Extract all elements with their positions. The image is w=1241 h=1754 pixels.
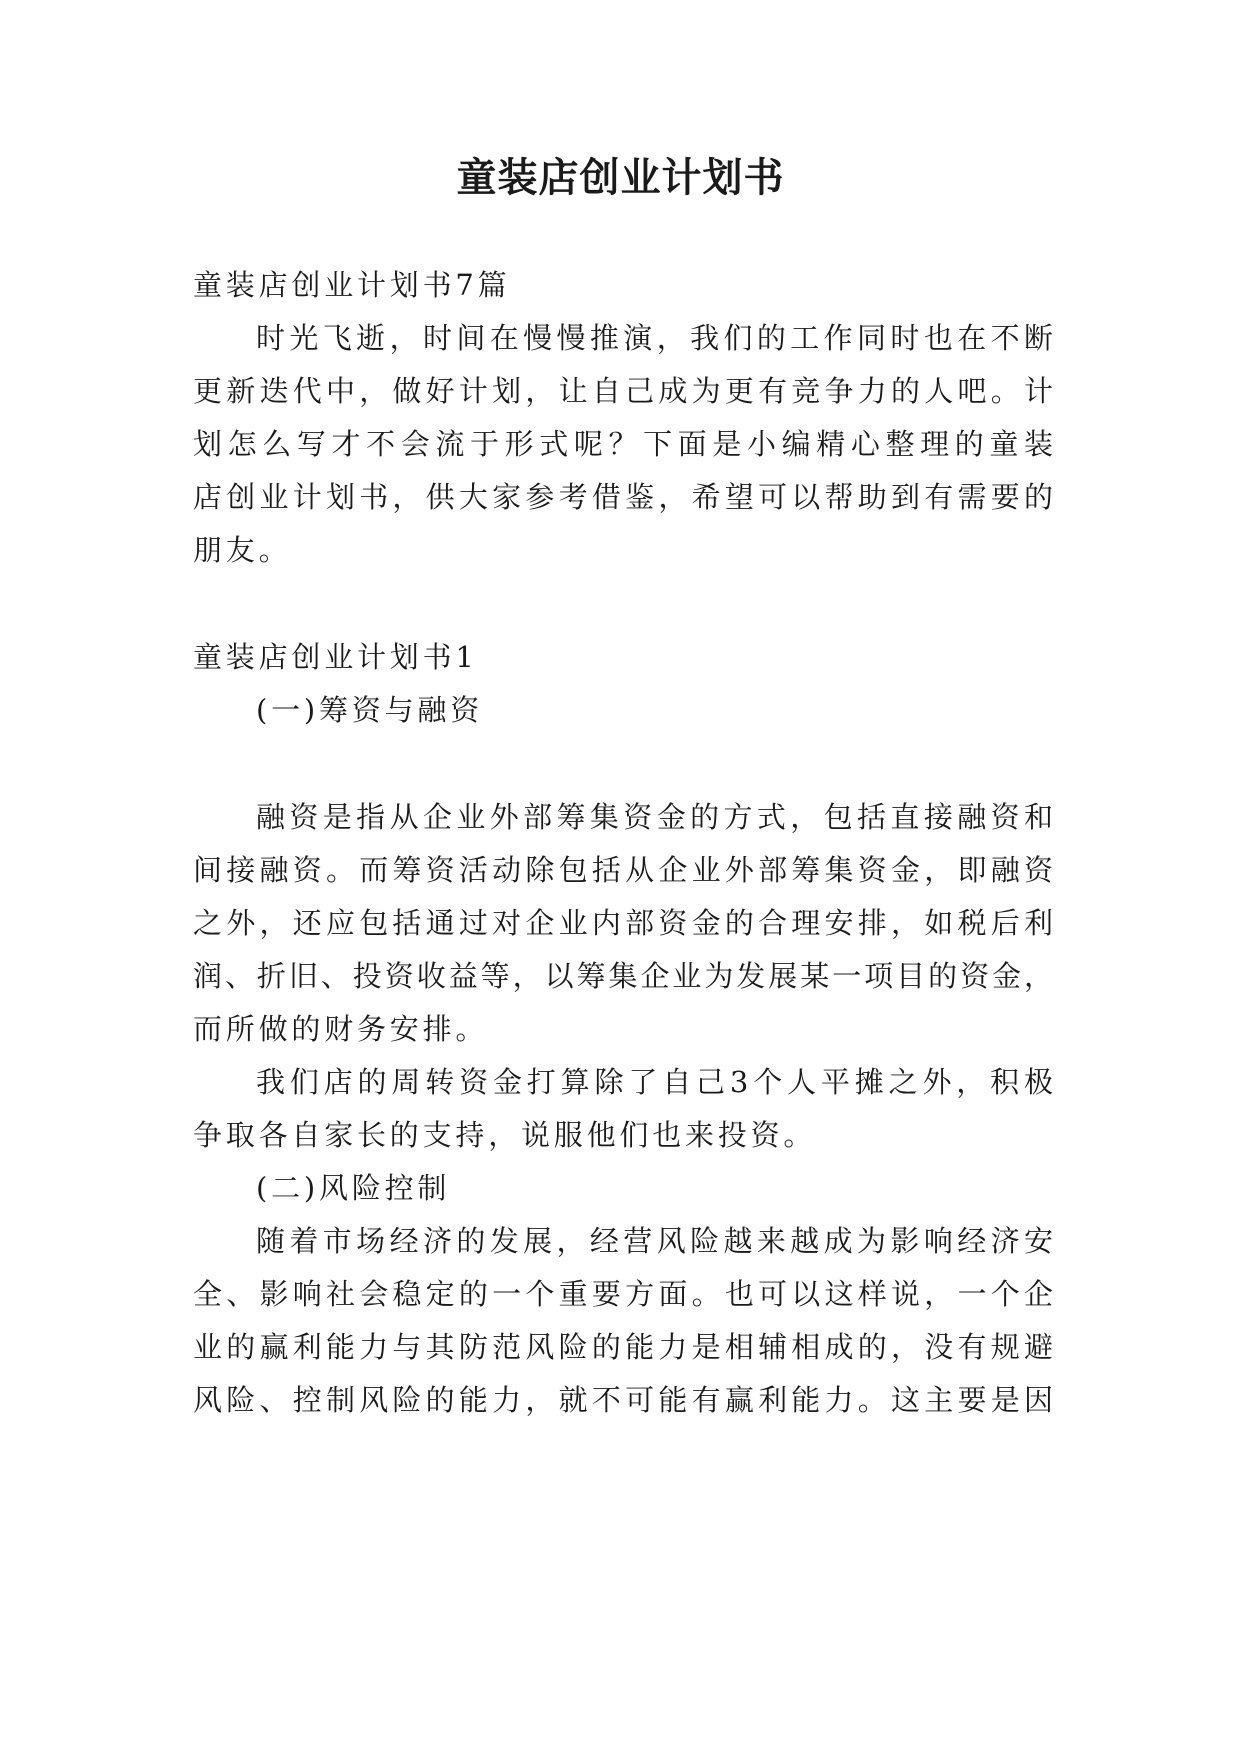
intro-line: 时光飞逝，时间在慢慢推演，我们的工作同时也在不断: [256, 321, 1053, 355]
paragraph-line: 之外，还应包括通过对企业内部资金的合理安排，如税后利: [193, 906, 1053, 940]
paragraph-line: 业的赢利能力与其防范风险的能力是相辅相成的，没有规避: [193, 1330, 1053, 1364]
paragraph-line: 随着市场经济的发展，经营风险越来越成为影响经济安: [256, 1224, 1053, 1258]
document-subtitle: 童装店创业计划书7篇: [193, 268, 511, 302]
intro-line: 划怎么写才不会流于形式呢？下面是小编精心整理的童装: [193, 427, 1053, 461]
paragraph-line: 间接融资。而筹资活动除包括从企业外部筹集资金，即融资: [193, 853, 1053, 887]
heading-fundraising: (一)筹资与融资: [256, 693, 484, 727]
paragraph-line: 而所做的财务安排。: [193, 1012, 489, 1046]
paragraph-line: 风险、控制风险的能力，就不可能有赢利能力。这主要是因: [193, 1383, 1053, 1417]
document-title: 童装店创业计划书: [456, 155, 785, 201]
paragraph-line: 润、折旧、投资收益等，以筹集企业为发展某一项目的资金，: [193, 959, 1053, 993]
intro-line: 朋友。: [193, 533, 292, 567]
paragraph-line: 我们店的周转资金打算除了自己3个人平摊之外，积极: [256, 1065, 1053, 1099]
paragraph-line: 融资是指从企业外部筹集资金的方式，包括直接融资和: [256, 800, 1053, 834]
intro-line: 更新迭代中，做好计划，让自己成为更有竞争力的人吧。计: [193, 374, 1053, 408]
paragraph-line: 争取各自家长的支持，说服他们也来投资。: [193, 1118, 817, 1152]
section-title: 童装店创业计划书1: [193, 640, 478, 674]
intro-line: 店创业计划书，供大家参考借鉴，希望可以帮助到有需要的: [193, 480, 1053, 514]
paragraph-line: 全、影响社会稳定的一个重要方面。也可以这样说，一个企: [193, 1277, 1053, 1311]
heading-risk-control: (二)风险控制: [256, 1171, 451, 1205]
